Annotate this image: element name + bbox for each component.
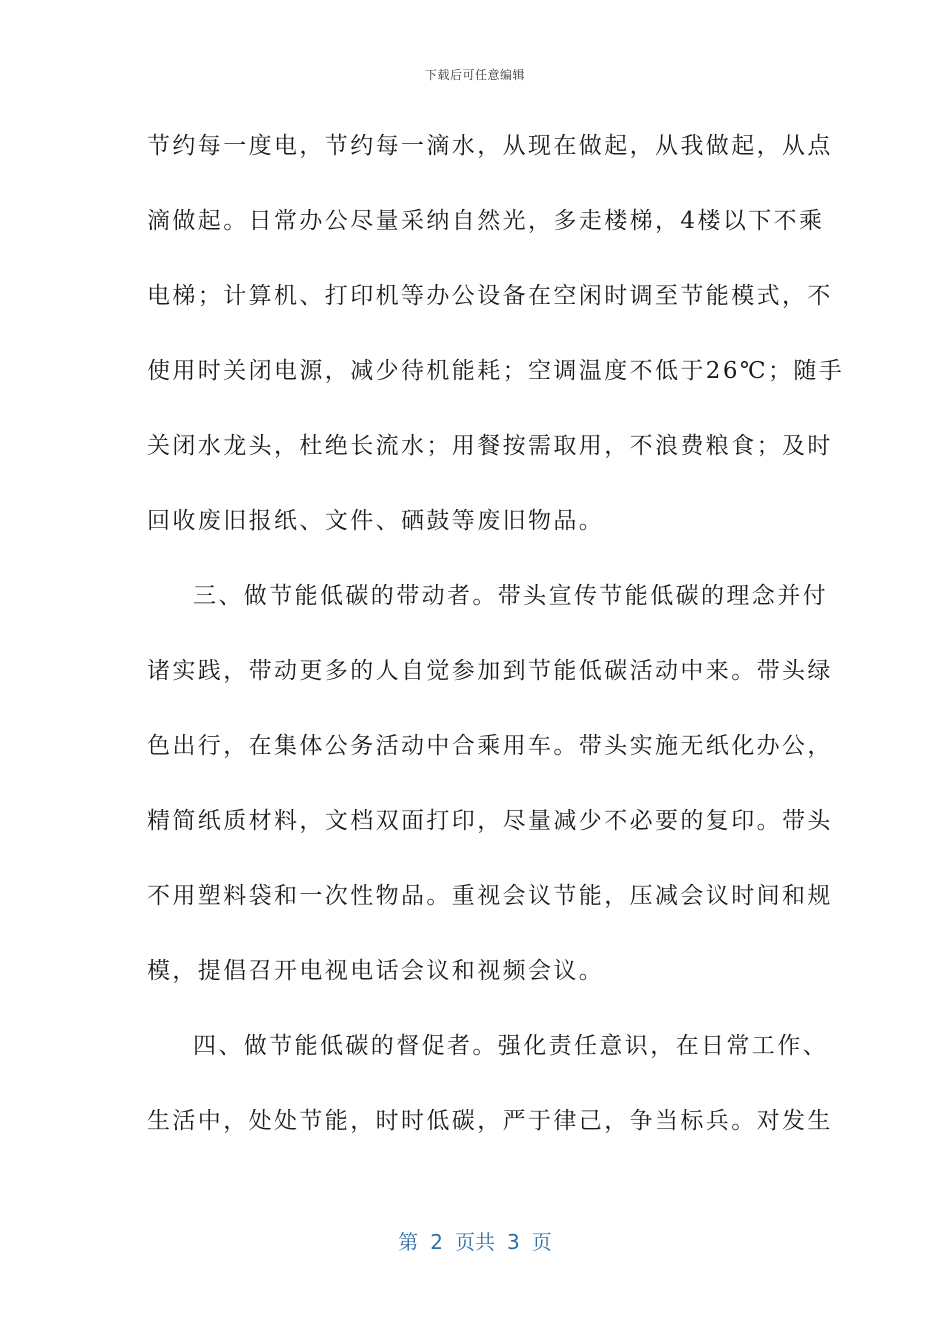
footer-page-number: 2	[430, 1230, 443, 1254]
footer-suffix: 页	[531, 1230, 552, 1254]
text-line: 使用时关闭电源，减少待机能耗；空调温度不低于26℃；随手	[147, 358, 845, 384]
text-line: 色出行，在集体公务活动中合乘用车。带头实施无纸化办公，	[147, 733, 833, 759]
footer-total-pages: 3	[507, 1230, 520, 1254]
text-line: 生活中，处处节能，时时低碳，严于律己，争当标兵。对发生	[147, 1108, 833, 1134]
text-line: 不用塑料袋和一次性物品。重视会议节能，压减会议时间和规	[147, 883, 833, 909]
paragraph-start-line: 四、做节能低碳的督促者。强化责任意识，在日常工作、	[193, 1033, 828, 1059]
text-line: 节约每一度电，节约每一滴水，从现在做起，从我做起，从点	[147, 133, 833, 159]
footer-middle: 页共	[455, 1230, 495, 1254]
document-body	[147, 124, 845, 1174]
paragraph-start-line: 三、做节能低碳的带动者。带头宣传节能低碳的理念并付	[193, 583, 828, 609]
page-footer	[0, 1226, 950, 1255]
footer-prefix: 第	[398, 1230, 419, 1254]
text-line: 回收废旧报纸、文件、硒鼓等废旧物品。	[147, 508, 605, 534]
header-note: 下载后可任意编辑	[424, 68, 525, 82]
text-line: 关闭水龙头，杜绝长流水；用餐按需取用，不浪费粮食；及时	[147, 433, 833, 459]
text-line: 模，提倡召开电视电话会议和视频会议。	[147, 958, 605, 984]
text-line: 滴做起。日常办公尽量采纳自然光，多走楼梯，4楼以下不乘	[147, 208, 825, 234]
text-line: 精简纸质材料，文档双面打印，尽量减少不必要的复印。带头	[147, 808, 833, 834]
text-line: 电梯；计算机、打印机等办公设备在空闲时调至节能模式，不	[147, 283, 833, 309]
text-line: 诸实践，带动更多的人自觉参加到节能低碳活动中来。带头绿	[147, 658, 833, 684]
